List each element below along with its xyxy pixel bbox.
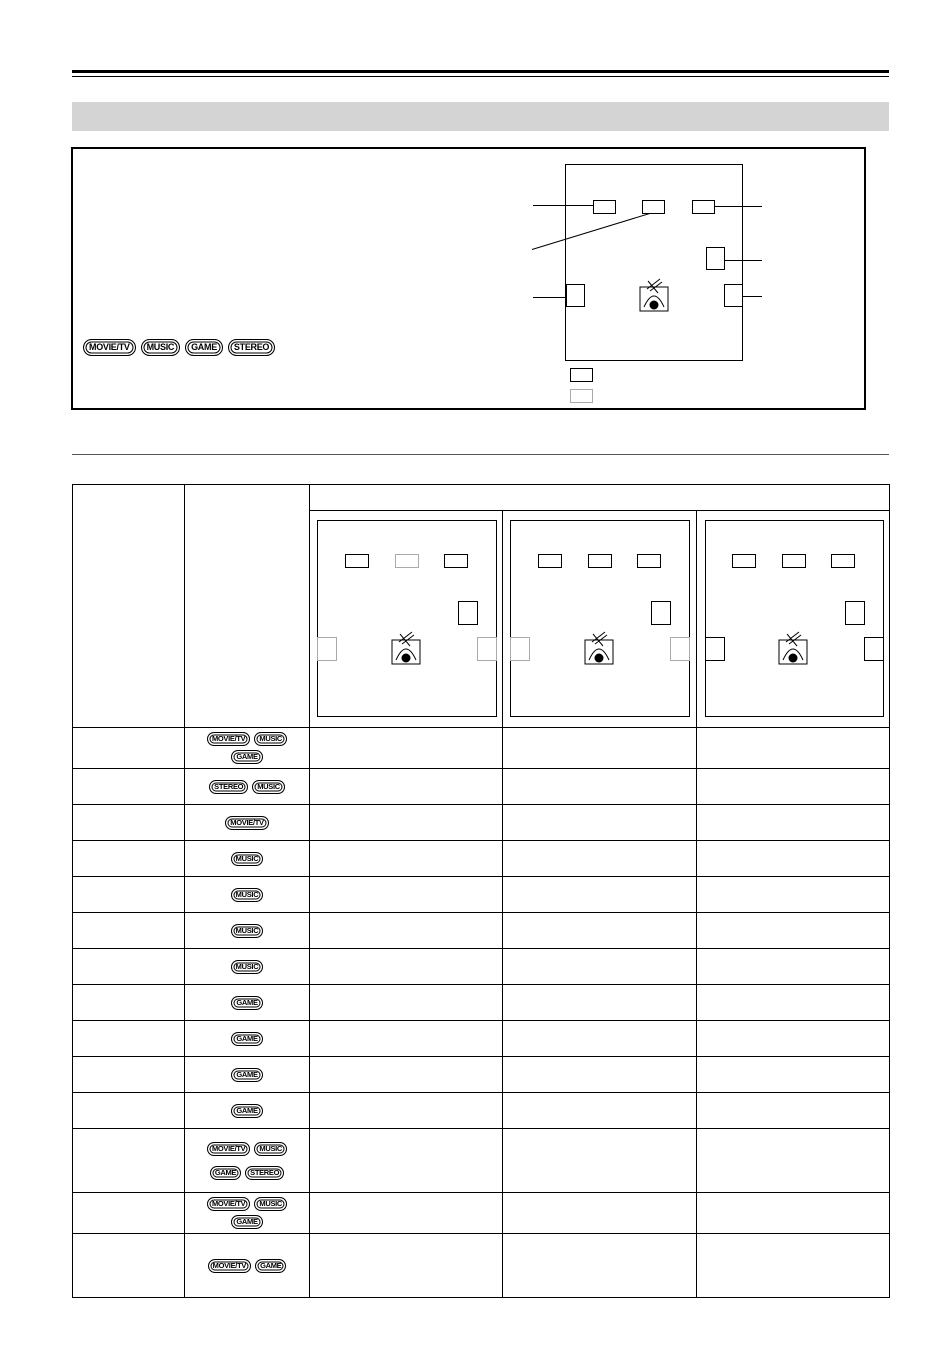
mode-buttons (185, 728, 309, 768)
config-1-availability-cell (310, 1093, 503, 1129)
config-2-availability-cell (503, 1057, 697, 1093)
config-1-availability-cell (310, 769, 503, 805)
front-left-speaker (593, 200, 616, 214)
mode-name-cell (73, 985, 185, 1021)
intro-listening-mode-buttons (83, 339, 275, 356)
game-button[interactable]: GAME (231, 1215, 262, 1229)
config-1-surround-right-inactive (477, 637, 497, 661)
game-button[interactable]: GAME (231, 1104, 262, 1118)
config-2-front-left (538, 554, 562, 568)
mode-name-cell (73, 728, 185, 769)
game-button[interactable]: GAME (185, 339, 223, 356)
table-row (73, 1234, 890, 1298)
mode-name-cell (73, 805, 185, 841)
config-3-center (782, 554, 806, 568)
table-row (73, 728, 890, 769)
config-2-availability-cell (503, 1234, 697, 1298)
table-row (73, 949, 890, 985)
stereo-button[interactable]: STEREO (228, 339, 275, 356)
mode-buttons (185, 1255, 309, 1277)
config-2-availability-cell (503, 877, 697, 913)
music-button[interactable]: MUSIC (231, 888, 264, 902)
music-button[interactable]: MUSIC (231, 960, 264, 974)
game-button[interactable]: GAME (231, 1032, 262, 1046)
config-3-availability-cell (697, 769, 890, 805)
config-1-surround-left-inactive (317, 637, 337, 661)
config-3-availability-cell (697, 1057, 890, 1093)
surround-left-speaker (566, 284, 585, 307)
config-2-availability-cell (503, 728, 697, 769)
config-2-listener-icon (583, 630, 615, 666)
config-3-availability-cell (697, 1193, 890, 1234)
table-row (73, 841, 890, 877)
mode-name-cell (73, 769, 185, 805)
mode-buttons-cell (185, 769, 310, 805)
table-row (73, 877, 890, 913)
mode-buttons-cell (185, 805, 310, 841)
header-rule-thin (72, 76, 889, 77)
mode-buttons-cell (185, 877, 310, 913)
movie-tv-button[interactable]: MOVIE/TV (83, 339, 136, 356)
table-row (73, 1057, 890, 1093)
front-right-speaker (692, 200, 715, 214)
mode-buttons-cell (185, 1193, 310, 1234)
table-row (73, 1129, 890, 1193)
mode-buttons (185, 1100, 309, 1122)
config-2-surround-right-inactive (670, 637, 690, 661)
config-1-availability-cell (310, 1057, 503, 1093)
leader-line-subwoofer (725, 260, 762, 261)
mode-column-header (73, 485, 185, 728)
mode-buttons-cell (185, 1129, 310, 1193)
music-button[interactable]: MUSIC (254, 1197, 287, 1211)
config-3-listener-icon (777, 630, 809, 666)
surround-right-speaker (724, 284, 743, 307)
config-2-surround-left-inactive (510, 637, 530, 661)
mode-buttons (185, 776, 309, 798)
config-2-availability-cell (503, 1129, 697, 1193)
listener-icon (638, 277, 670, 313)
button-column-header (185, 485, 310, 728)
mode-buttons (185, 956, 309, 978)
config-1-availability-cell (310, 1234, 503, 1298)
mode-name-cell (73, 913, 185, 949)
config-3-surround-right (864, 637, 884, 661)
music-button[interactable]: MUSIC (254, 732, 287, 746)
mode-buttons-cell (185, 1057, 310, 1093)
leader-line-surround-right (743, 296, 762, 297)
mode-buttons-cell (185, 1234, 310, 1298)
section-title-band (72, 102, 889, 131)
legend-active-speaker (570, 368, 593, 382)
music-button[interactable]: MUSIC (141, 339, 181, 356)
mode-buttons (196, 1138, 298, 1184)
config-1-availability-cell (310, 1021, 503, 1057)
config-3-front-right (831, 554, 855, 568)
table-row (73, 1093, 890, 1129)
config-2-availability-cell (503, 1193, 697, 1234)
config-3-surround-left (705, 637, 725, 661)
game-button[interactable]: GAME (231, 750, 262, 764)
config-1-availability-cell (310, 1193, 503, 1234)
center-speaker (642, 200, 665, 214)
speaker-config-2 (503, 511, 697, 728)
config-3-availability-cell (697, 1093, 890, 1129)
music-button[interactable]: MUSIC (254, 1142, 287, 1156)
mode-buttons (185, 1193, 309, 1233)
mode-name-cell (73, 1057, 185, 1093)
mode-name-cell (73, 1234, 185, 1298)
movie-tv-button[interactable]: MOVIE/TV (225, 816, 268, 830)
config-2-front-right (637, 554, 661, 568)
config-3-availability-cell (697, 877, 890, 913)
config-3-front-left (732, 554, 756, 568)
game-button[interactable]: GAME (231, 996, 262, 1010)
config-1-availability-cell (310, 985, 503, 1021)
mode-name-cell (73, 841, 185, 877)
movie-tv-button[interactable]: MOVIE/TV (208, 1259, 251, 1273)
config-1-front-left (345, 554, 369, 568)
mode-buttons-cell (185, 1093, 310, 1129)
mode-buttons (185, 884, 309, 906)
config-2-availability-cell (503, 949, 697, 985)
table-row (73, 805, 890, 841)
game-button[interactable]: GAME (231, 1068, 262, 1082)
mode-buttons-cell (185, 728, 310, 769)
config-2-availability-cell (503, 841, 697, 877)
config-1-subwoofer (458, 601, 478, 625)
game-button[interactable]: GAME (210, 1166, 241, 1180)
config-1-front-right (444, 554, 468, 568)
config-3-availability-cell (697, 1129, 890, 1193)
config-2-availability-cell (503, 769, 697, 805)
config-3-availability-cell (697, 949, 890, 985)
intro-panel (71, 147, 866, 410)
header-rule-thick (72, 70, 889, 73)
leader-line-front-right (715, 206, 762, 207)
config-1-availability-cell (310, 1129, 503, 1193)
movie-tv-button[interactable]: MOVIE/TV (207, 1197, 250, 1211)
config-3-availability-cell (697, 805, 890, 841)
mode-name-cell (73, 1129, 185, 1193)
mode-name-cell (73, 949, 185, 985)
subwoofer (706, 247, 725, 270)
config-1-availability-cell (310, 841, 503, 877)
mode-buttons-cell (185, 1021, 310, 1057)
config-3-availability-cell (697, 913, 890, 949)
config-3-availability-cell (697, 728, 890, 769)
config-2-availability-cell (503, 985, 697, 1021)
config-1-availability-cell (310, 913, 503, 949)
mode-buttons (185, 920, 309, 942)
legend-inactive-speaker (570, 389, 593, 403)
mode-buttons-cell (185, 841, 310, 877)
mode-name-cell (73, 1021, 185, 1057)
movie-tv-button[interactable]: MOVIE/TV (207, 732, 250, 746)
config-1-availability-cell (310, 728, 503, 769)
config-2-availability-cell (503, 805, 697, 841)
leader-line-surround-left (533, 297, 566, 298)
stereo-button[interactable]: STEREO (245, 1166, 284, 1180)
movie-tv-button[interactable]: MOVIE/TV (207, 1142, 250, 1156)
table-row (73, 913, 890, 949)
config-3-availability-cell (697, 1021, 890, 1057)
leader-line-front-left (533, 205, 593, 206)
config-1-center-inactive (395, 554, 419, 568)
config-2-availability-cell (503, 1093, 697, 1129)
stereo-button[interactable]: STEREO (209, 780, 248, 794)
mode-buttons (185, 1028, 309, 1050)
table-row (73, 985, 890, 1021)
speaker-config-1 (310, 511, 503, 728)
mode-buttons (185, 1064, 309, 1086)
speaker-config-3 (697, 511, 890, 728)
config-2-subwoofer (651, 601, 671, 625)
config-3-availability-cell (697, 841, 890, 877)
config-1-listener-icon (390, 630, 422, 666)
config-3-availability-cell (697, 1234, 890, 1298)
mode-buttons (185, 812, 309, 834)
config-1-availability-cell (310, 877, 503, 913)
music-button[interactable]: MUSIC (252, 780, 285, 794)
mode-name-cell (73, 1093, 185, 1129)
speaker-config-header (310, 485, 890, 511)
section-divider (72, 454, 889, 455)
table-row (73, 1021, 890, 1057)
config-1-availability-cell (310, 805, 503, 841)
mode-buttons-cell (185, 949, 310, 985)
mode-buttons-cell (185, 913, 310, 949)
table-row (73, 769, 890, 805)
mode-rows (73, 728, 890, 1298)
config-3-availability-cell (697, 985, 890, 1021)
listening-modes-table (72, 484, 890, 1298)
config-1-availability-cell (310, 949, 503, 985)
table-header-row (73, 485, 890, 511)
music-button[interactable]: MUSIC (231, 852, 264, 866)
music-button[interactable]: MUSIC (231, 924, 264, 938)
config-3-subwoofer (845, 601, 865, 625)
mode-name-cell (73, 877, 185, 913)
config-2-availability-cell (503, 913, 697, 949)
config-2-center (588, 554, 612, 568)
table-row (73, 1193, 890, 1234)
mode-name-cell (73, 1193, 185, 1234)
mode-buttons-cell (185, 985, 310, 1021)
mode-buttons (185, 848, 309, 870)
config-2-availability-cell (503, 1021, 697, 1057)
game-button[interactable]: GAME (255, 1259, 286, 1273)
mode-buttons (185, 992, 309, 1014)
